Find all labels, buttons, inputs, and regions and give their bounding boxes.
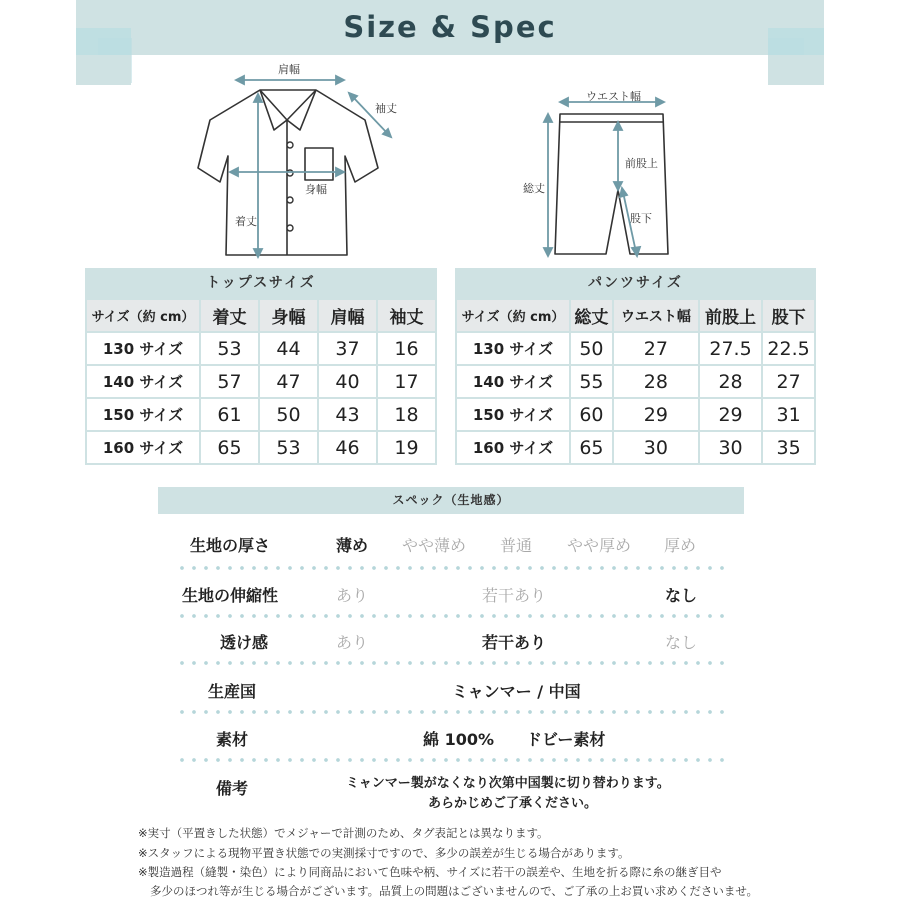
shirt-label-body: 身幅	[305, 183, 327, 196]
pants-label-length: 総丈	[523, 182, 545, 195]
table-cell: 37	[319, 333, 376, 364]
table-cell: 17	[378, 366, 435, 397]
table-cell: 50	[260, 399, 317, 430]
table-cell: 57	[201, 366, 258, 397]
header-deco-left	[76, 55, 131, 85]
table-cell: 27	[763, 366, 814, 397]
table-row	[87, 366, 435, 397]
table-cell: 130 サイズ	[457, 333, 569, 364]
table-header-row	[87, 300, 435, 331]
spec-value: ミャンマー / 中国	[452, 682, 581, 701]
spec-option: あり	[336, 633, 369, 652]
spec-remarks-line: ミャンマー製がなくなり次第中国製に切り替わります。	[346, 776, 670, 791]
spec-label: 透け感	[220, 633, 269, 652]
spec-label: 生産国	[208, 682, 257, 701]
shirt-label-shoulder: 肩幅	[278, 63, 300, 76]
table-header-cell: ウエスト幅	[614, 300, 698, 331]
pants-size-table	[455, 298, 816, 465]
spec-label: 備考	[216, 779, 249, 798]
table-header-cell: サイズ（約 cm）	[87, 300, 199, 331]
table-cell: 160 サイズ	[87, 432, 199, 463]
table-header-cell: 前股上	[700, 300, 761, 331]
table-row	[87, 399, 435, 430]
table-cell: 22.5	[763, 333, 814, 364]
table-header-cell: 総丈	[571, 300, 612, 331]
spec-option: 若干あり	[482, 586, 547, 605]
spec-label: 素材	[216, 730, 249, 749]
page-title: Size & Spec	[343, 10, 557, 44]
spec-section-title: スペック（生地感）	[158, 487, 744, 514]
table-header-row	[457, 300, 814, 331]
table-cell: 130 サイズ	[87, 333, 199, 364]
table-cell: 150 サイズ	[87, 399, 199, 430]
footnote: ※スタッフによる現物平置き状態での実測採寸ですので、多少の誤差が生じる場合があります。	[138, 846, 630, 860]
table-cell: 28	[700, 366, 761, 397]
table-cell: 16	[378, 333, 435, 364]
footnote: ※実寸（平置きした状態）でメジャーで計測のため、タグ表記とは異なります。	[138, 826, 549, 840]
spec-label: 生地の伸縮性	[182, 586, 279, 605]
header-deco-right	[768, 55, 824, 85]
table-cell: 160 サイズ	[457, 432, 569, 463]
pants-diagram	[530, 90, 690, 265]
table-cell: 27.5	[700, 333, 761, 364]
pants-label-inseam: 股下	[630, 212, 652, 225]
pants-label-rise: 前股上	[625, 157, 658, 170]
table-cell: 29	[614, 399, 698, 430]
table-cell: 28	[614, 366, 698, 397]
dotted-divider	[176, 758, 728, 762]
table-cell: 40	[319, 366, 376, 397]
table-cell: 53	[260, 432, 317, 463]
table-header-cell: 着丈	[201, 300, 258, 331]
table-cell: 55	[571, 366, 612, 397]
table-cell: 44	[260, 333, 317, 364]
table-cell: 19	[378, 432, 435, 463]
spec-option: やや厚め	[567, 536, 632, 555]
spec-option: なし	[665, 633, 698, 652]
table-row	[457, 432, 814, 463]
table-header-cell: 袖丈	[378, 300, 435, 331]
table-cell: 29	[700, 399, 761, 430]
tops-table-title: トップスサイズ	[85, 268, 437, 298]
dotted-divider	[176, 566, 728, 570]
table-cell: 35	[763, 432, 814, 463]
table-cell: 18	[378, 399, 435, 430]
table-cell: 30	[614, 432, 698, 463]
spec-value: 綿 100%	[423, 730, 495, 749]
spec-value: ドビー素材	[526, 730, 606, 749]
spec-option: あり	[336, 586, 369, 605]
table-cell: 50	[571, 333, 612, 364]
table-cell: 27	[614, 333, 698, 364]
footnote: ※製造過程（縫製・染色）により同商品において色味や柄、サイズに若干の誤差や、生地を折る際に糸の継ぎ目や	[138, 865, 722, 879]
shirt-label-sleeve: 袖丈	[375, 102, 397, 115]
table-cell: 61	[201, 399, 258, 430]
pants-table-title: パンツサイズ	[455, 268, 816, 298]
dotted-divider	[176, 614, 728, 618]
dotted-divider	[176, 661, 728, 665]
table-cell: 31	[763, 399, 814, 430]
table-cell: 150 サイズ	[457, 399, 569, 430]
table-cell: 47	[260, 366, 317, 397]
spec-option: やや薄め	[402, 536, 467, 555]
table-row	[457, 333, 814, 364]
table-cell: 140 サイズ	[457, 366, 569, 397]
tops-size-table	[85, 298, 437, 465]
spec-label: 生地の厚さ	[190, 536, 271, 555]
table-header-cell: サイズ（約 cm）	[457, 300, 569, 331]
spec-option-selected: 若干あり	[482, 633, 547, 652]
table-cell: 140 サイズ	[87, 366, 199, 397]
table-cell: 65	[201, 432, 258, 463]
table-row	[87, 333, 435, 364]
spec-remarks-line: あらかじめご了承ください。	[428, 796, 598, 811]
table-cell: 60	[571, 399, 612, 430]
pants-label-waist: ウエスト幅	[586, 90, 641, 103]
spec-option-selected: なし	[665, 586, 698, 605]
footnote: 多少のほつれ等が生じる場合がございます。品質上の問題はございませんので、ご了承の上お買い求めくださいませ。	[150, 884, 758, 898]
shirt-label-length: 着丈	[235, 215, 257, 228]
table-cell: 53	[201, 333, 258, 364]
table-row	[457, 366, 814, 397]
spec-option: 普通	[500, 536, 533, 555]
dotted-divider	[176, 710, 728, 714]
table-cell: 43	[319, 399, 376, 430]
spec-option: 厚め	[664, 536, 697, 555]
spec-option-selected: 薄め	[336, 536, 369, 555]
table-cell: 46	[319, 432, 376, 463]
table-row	[87, 432, 435, 463]
table-header-cell: 肩幅	[319, 300, 376, 331]
shirt-diagram	[190, 70, 400, 265]
table-cell: 30	[700, 432, 761, 463]
table-cell: 65	[571, 432, 612, 463]
table-header-cell: 身幅	[260, 300, 317, 331]
table-header-cell: 股下	[763, 300, 814, 331]
table-row	[457, 399, 814, 430]
